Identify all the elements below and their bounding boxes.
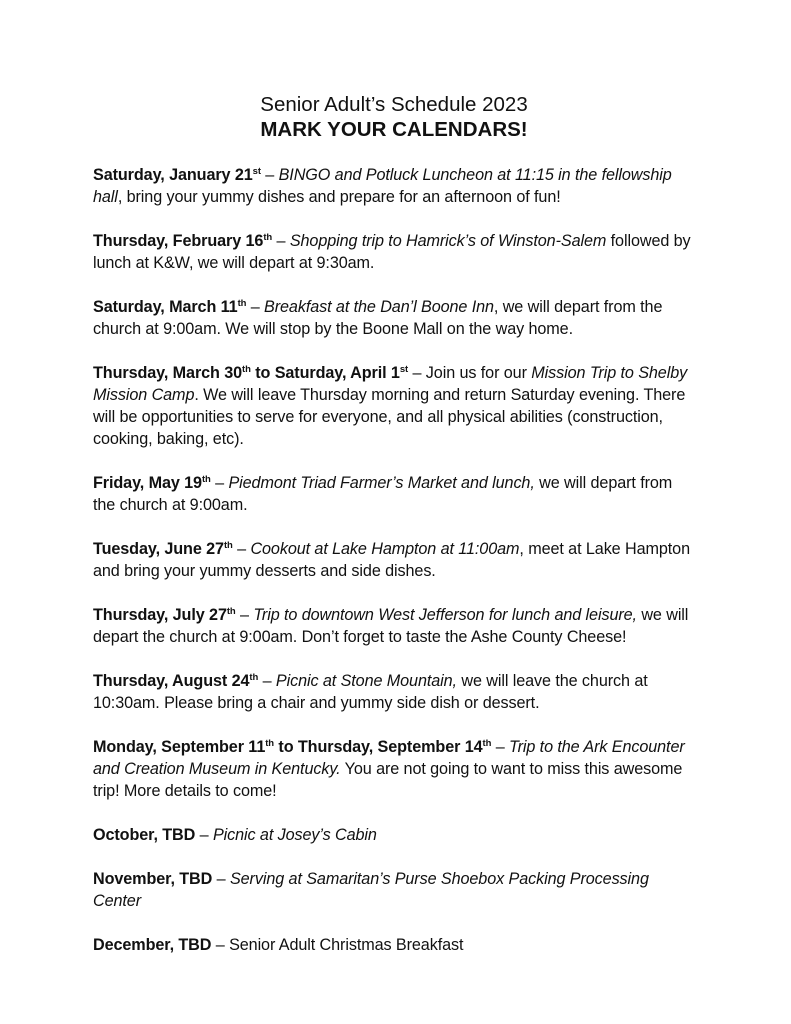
- event-activity: Cookout at Lake Hampton at 11:00am: [250, 540, 520, 558]
- event-date-suffix: st: [252, 166, 261, 177]
- event-lead: Senior Adult Christmas Breakfast: [229, 936, 464, 954]
- event-dash: –: [260, 166, 279, 184]
- event-details: , bring your yummy dishes and prepare for an afternoon of fun!: [117, 188, 561, 206]
- event-details: , we will depart from the church at 9:00am. We will stop by the Boone Mall on the way home.: [93, 298, 663, 338]
- event-activity: Shopping trip to Hamrick’s of Winston-Salem: [289, 232, 607, 250]
- event-details: . We will leave Thursday morning and return Saturday evening. There will be opportunities to serve for everyone, and all physical abilities (construction, cooking, baking, etc).: [93, 386, 686, 448]
- event-dash: –: [408, 364, 426, 382]
- event-date: Monday, September 11: [93, 738, 266, 756]
- event-activity: Breakfast at the Dan’l Boone Inn: [264, 298, 494, 316]
- event-date-suffix: th: [263, 232, 273, 243]
- event-date: December, TBD: [93, 936, 212, 954]
- event-item: [93, 868, 695, 912]
- event-details: we will depart from the church at 9:00am.: [93, 474, 673, 514]
- event-dash: –: [272, 232, 290, 250]
- event-item: [93, 604, 695, 648]
- event-details: we will depart the church at 9:00am. Don’t forget to taste the Ashe County Cheese!: [93, 606, 689, 646]
- event-date: Thursday, July 27: [93, 606, 227, 624]
- event-item: [93, 538, 695, 582]
- event-date: Tuesday, June 27: [93, 540, 224, 558]
- event-dash: –: [212, 870, 230, 888]
- event-item: [93, 164, 695, 208]
- event-item: [93, 736, 695, 802]
- event-activity: BINGO and Potluck Luncheon at 11:15 in the fellowship hall: [93, 166, 672, 206]
- event-date-end: to Saturday, April 1: [250, 364, 400, 382]
- event-dash: –: [258, 672, 276, 690]
- event-details: we will leave the church at 10:30am. Please bring a chair and yummy side dish or dessert.: [93, 672, 648, 712]
- event-item: [93, 670, 695, 714]
- event-date-suffix: th: [201, 474, 211, 485]
- event-activity: Picnic at Stone Mountain,: [275, 672, 457, 690]
- event-activity: Trip to the Ark Encounter and Creation Museum in Kentucky.: [93, 738, 685, 778]
- event-dash: –: [210, 474, 229, 492]
- event-date-suffix: th: [265, 738, 275, 749]
- event-activity: Serving at Samaritan’s Purse Shoebox Packing Processing Center: [93, 870, 649, 910]
- event-activity: Mission Trip to Shelby Mission Camp: [93, 364, 688, 404]
- event-date: Thursday, August 24: [93, 672, 250, 690]
- event-dash: –: [491, 738, 509, 756]
- event-lead: Join us for our: [425, 364, 532, 382]
- event-date: October, TBD: [93, 826, 196, 844]
- event-item: [93, 472, 695, 516]
- event-item: [93, 824, 695, 846]
- event-date: Thursday, February 16: [93, 232, 264, 250]
- event-activity: Trip to downtown West Jefferson for lunch and leisure,: [253, 606, 637, 624]
- page-title: Senior Adult’s Schedule 2023: [260, 93, 528, 116]
- event-date-suffix: th: [242, 364, 251, 375]
- event-activity: Piedmont Triad Farmer’s Market and lunch,: [228, 474, 535, 492]
- event-date-end-suffix: th: [482, 738, 492, 749]
- event-date-suffix: th: [249, 672, 259, 683]
- event-date-suffix: th: [237, 298, 247, 309]
- event-date: Thursday, March 30: [93, 364, 243, 382]
- event-item: [93, 934, 695, 956]
- event-date: Saturday, January 21: [93, 166, 253, 184]
- event-details: followed by lunch at K&W, we will depart at 9:30am.: [93, 232, 691, 272]
- event-dash: –: [211, 936, 230, 954]
- event-details: , meet at Lake Hampton and bring your yummy desserts and side dishes.: [93, 540, 690, 580]
- event-dash: –: [235, 606, 254, 624]
- event-activity: Picnic at Josey’s Cabin: [212, 826, 377, 844]
- event-dash: –: [195, 826, 213, 844]
- event-date: November, TBD: [93, 870, 213, 888]
- event-item: [93, 230, 695, 274]
- event-date-end-suffix: st: [399, 364, 409, 375]
- event-item: [93, 362, 695, 450]
- event-date: Friday, May 19: [93, 474, 202, 492]
- event-date-end: to Thursday, September 14: [274, 738, 483, 756]
- event-date-suffix: th: [226, 606, 236, 617]
- page-subtitle: MARK YOUR CALENDARS!: [260, 118, 528, 141]
- event-item: [93, 296, 695, 340]
- event-details: You are not going to want to miss this awesome trip! More details to come!: [93, 760, 683, 800]
- event-date-suffix: th: [223, 540, 233, 551]
- event-dash: –: [246, 298, 265, 316]
- event-dash: –: [232, 540, 251, 558]
- event-date: Saturday, March 11: [93, 298, 238, 316]
